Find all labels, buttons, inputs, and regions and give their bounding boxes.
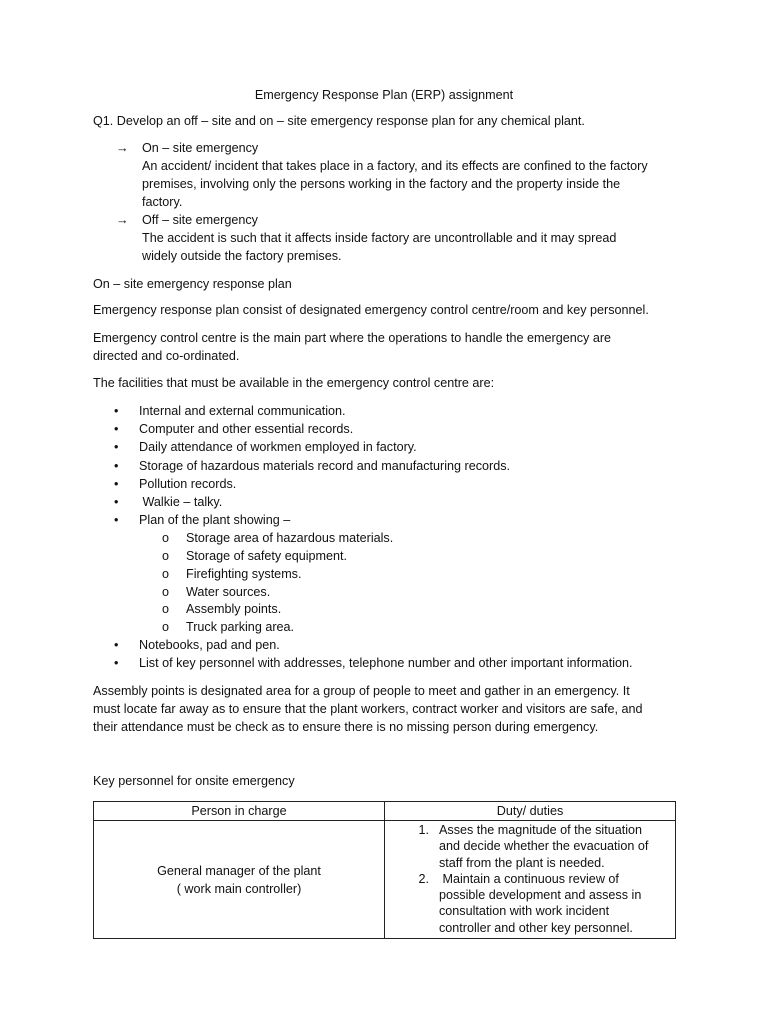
paragraph-line: Assembly points is designated area for a group of people to meet and gather in an emergency. It bbox=[93, 684, 630, 698]
paragraph: Emergency response plan consist of designated emergency control centre/room and key personnel. bbox=[93, 303, 649, 317]
facilities-intro: The facilities that must be available in the emergency control centre are: bbox=[93, 376, 495, 390]
key-personnel-table bbox=[93, 801, 676, 939]
list-item: List of key personnel with addresses, telephone number and other important information. bbox=[139, 656, 633, 670]
person-cell bbox=[94, 821, 385, 939]
sub-list-item: Storage of safety equipment. bbox=[186, 549, 348, 563]
table-header-row bbox=[94, 802, 676, 821]
duty-line: Maintain a continuous review of bbox=[439, 871, 619, 886]
paragraph-line: directed and co-ordinated. bbox=[93, 349, 240, 363]
paragraph-line: must locate far away as to ensure that the plant workers, contract worker and visitors are safe, and bbox=[93, 702, 643, 716]
onsite-line: premises, involving only the persons working in the factory and the property inside the bbox=[142, 177, 621, 191]
duty-item bbox=[385, 822, 667, 871]
sub-list-item: Storage area of hazardous materials. bbox=[186, 531, 394, 545]
duties-cell bbox=[385, 821, 676, 939]
person-line: ( work main controller) bbox=[176, 881, 302, 896]
question-text: Q1. Develop an off – site and on – site emergency response plan for any chemical plant. bbox=[93, 114, 585, 128]
sub-list-item: Assembly points. bbox=[186, 602, 282, 616]
sub-bullet-icon: o bbox=[162, 531, 170, 545]
offsite-line: widely outside the factory premises. bbox=[142, 249, 342, 263]
sub-list-item: Firefighting systems. bbox=[186, 567, 302, 581]
duty-number: 2. bbox=[418, 871, 429, 886]
bullet-icon: • bbox=[114, 440, 119, 454]
list-item: Notebooks, pad and pen. bbox=[139, 638, 280, 652]
sub-bullet-icon: o bbox=[162, 585, 170, 599]
paragraph-line: their attendance must be check as to ensure there is no missing person during emergency. bbox=[93, 720, 599, 734]
person-line: General manager of the plant bbox=[157, 863, 321, 878]
arrow-icon: → bbox=[116, 141, 129, 155]
arrow-icon: → bbox=[116, 213, 129, 227]
sub-bullet-icon: o bbox=[162, 567, 170, 581]
table-header-cell: Person in charge bbox=[94, 802, 385, 821]
duty-line: Asses the magnitude of the situation bbox=[439, 823, 643, 837]
sub-list-item: Water sources. bbox=[186, 585, 271, 599]
table-row bbox=[94, 821, 676, 939]
offsite-line: The accident is such that it affects inside factory are uncontrollable and it may spread bbox=[142, 231, 617, 245]
plan-heading: On – site emergency response plan bbox=[93, 277, 292, 291]
onsite-line: An accident/ incident that takes place in a factory, and its effects are confined to the factory bbox=[142, 159, 648, 173]
onsite-heading: On – site emergency bbox=[142, 141, 259, 155]
duty-list bbox=[385, 821, 675, 938]
list-item: Plan of the plant showing – bbox=[139, 513, 291, 527]
bullet-icon: • bbox=[114, 404, 119, 418]
bullet-icon: • bbox=[114, 422, 119, 436]
offsite-heading: Off – site emergency bbox=[142, 213, 258, 227]
duty-item bbox=[385, 871, 667, 936]
list-item: Internal and external communication. bbox=[139, 404, 346, 418]
paragraph-line: Emergency control centre is the main part where the operations to handle the emergency are bbox=[93, 331, 612, 345]
sub-bullet-icon: o bbox=[162, 602, 170, 616]
duty-line: possible development and assess in bbox=[439, 888, 642, 903]
bullet-icon: • bbox=[114, 495, 119, 509]
onsite-line: factory. bbox=[142, 195, 183, 209]
list-item: Storage of hazardous materials record and manufacturing records. bbox=[139, 459, 511, 473]
duty-line: controller and other key personnel. bbox=[439, 920, 633, 935]
list-item: Computer and other essential records. bbox=[139, 422, 354, 436]
bullet-icon: • bbox=[114, 477, 119, 491]
table-header-cell: Duty/ duties bbox=[385, 802, 676, 821]
bullet-icon: • bbox=[114, 656, 119, 670]
bullet-icon: • bbox=[114, 513, 119, 527]
duty-line: consultation with work incident bbox=[439, 904, 610, 919]
sub-list-item: Truck parking area. bbox=[186, 620, 295, 634]
sub-bullet-icon: o bbox=[162, 620, 170, 634]
list-item: Walkie – talky. bbox=[139, 495, 223, 509]
list-item: Pollution records. bbox=[139, 477, 237, 491]
bullet-icon: • bbox=[114, 638, 119, 652]
duty-line: and decide whether the evacuation of bbox=[439, 839, 649, 854]
list-item: Daily attendance of workmen employed in factory. bbox=[139, 440, 417, 454]
document-title: Emergency Response Plan (ERP) assignment bbox=[254, 88, 514, 102]
duty-number: 1. bbox=[418, 823, 429, 837]
bullet-icon: • bbox=[114, 459, 119, 473]
key-personnel-heading: Key personnel for onsite emergency bbox=[93, 774, 295, 788]
duty-line: staff from the plant is needed. bbox=[439, 855, 605, 870]
sub-bullet-icon: o bbox=[162, 549, 170, 563]
